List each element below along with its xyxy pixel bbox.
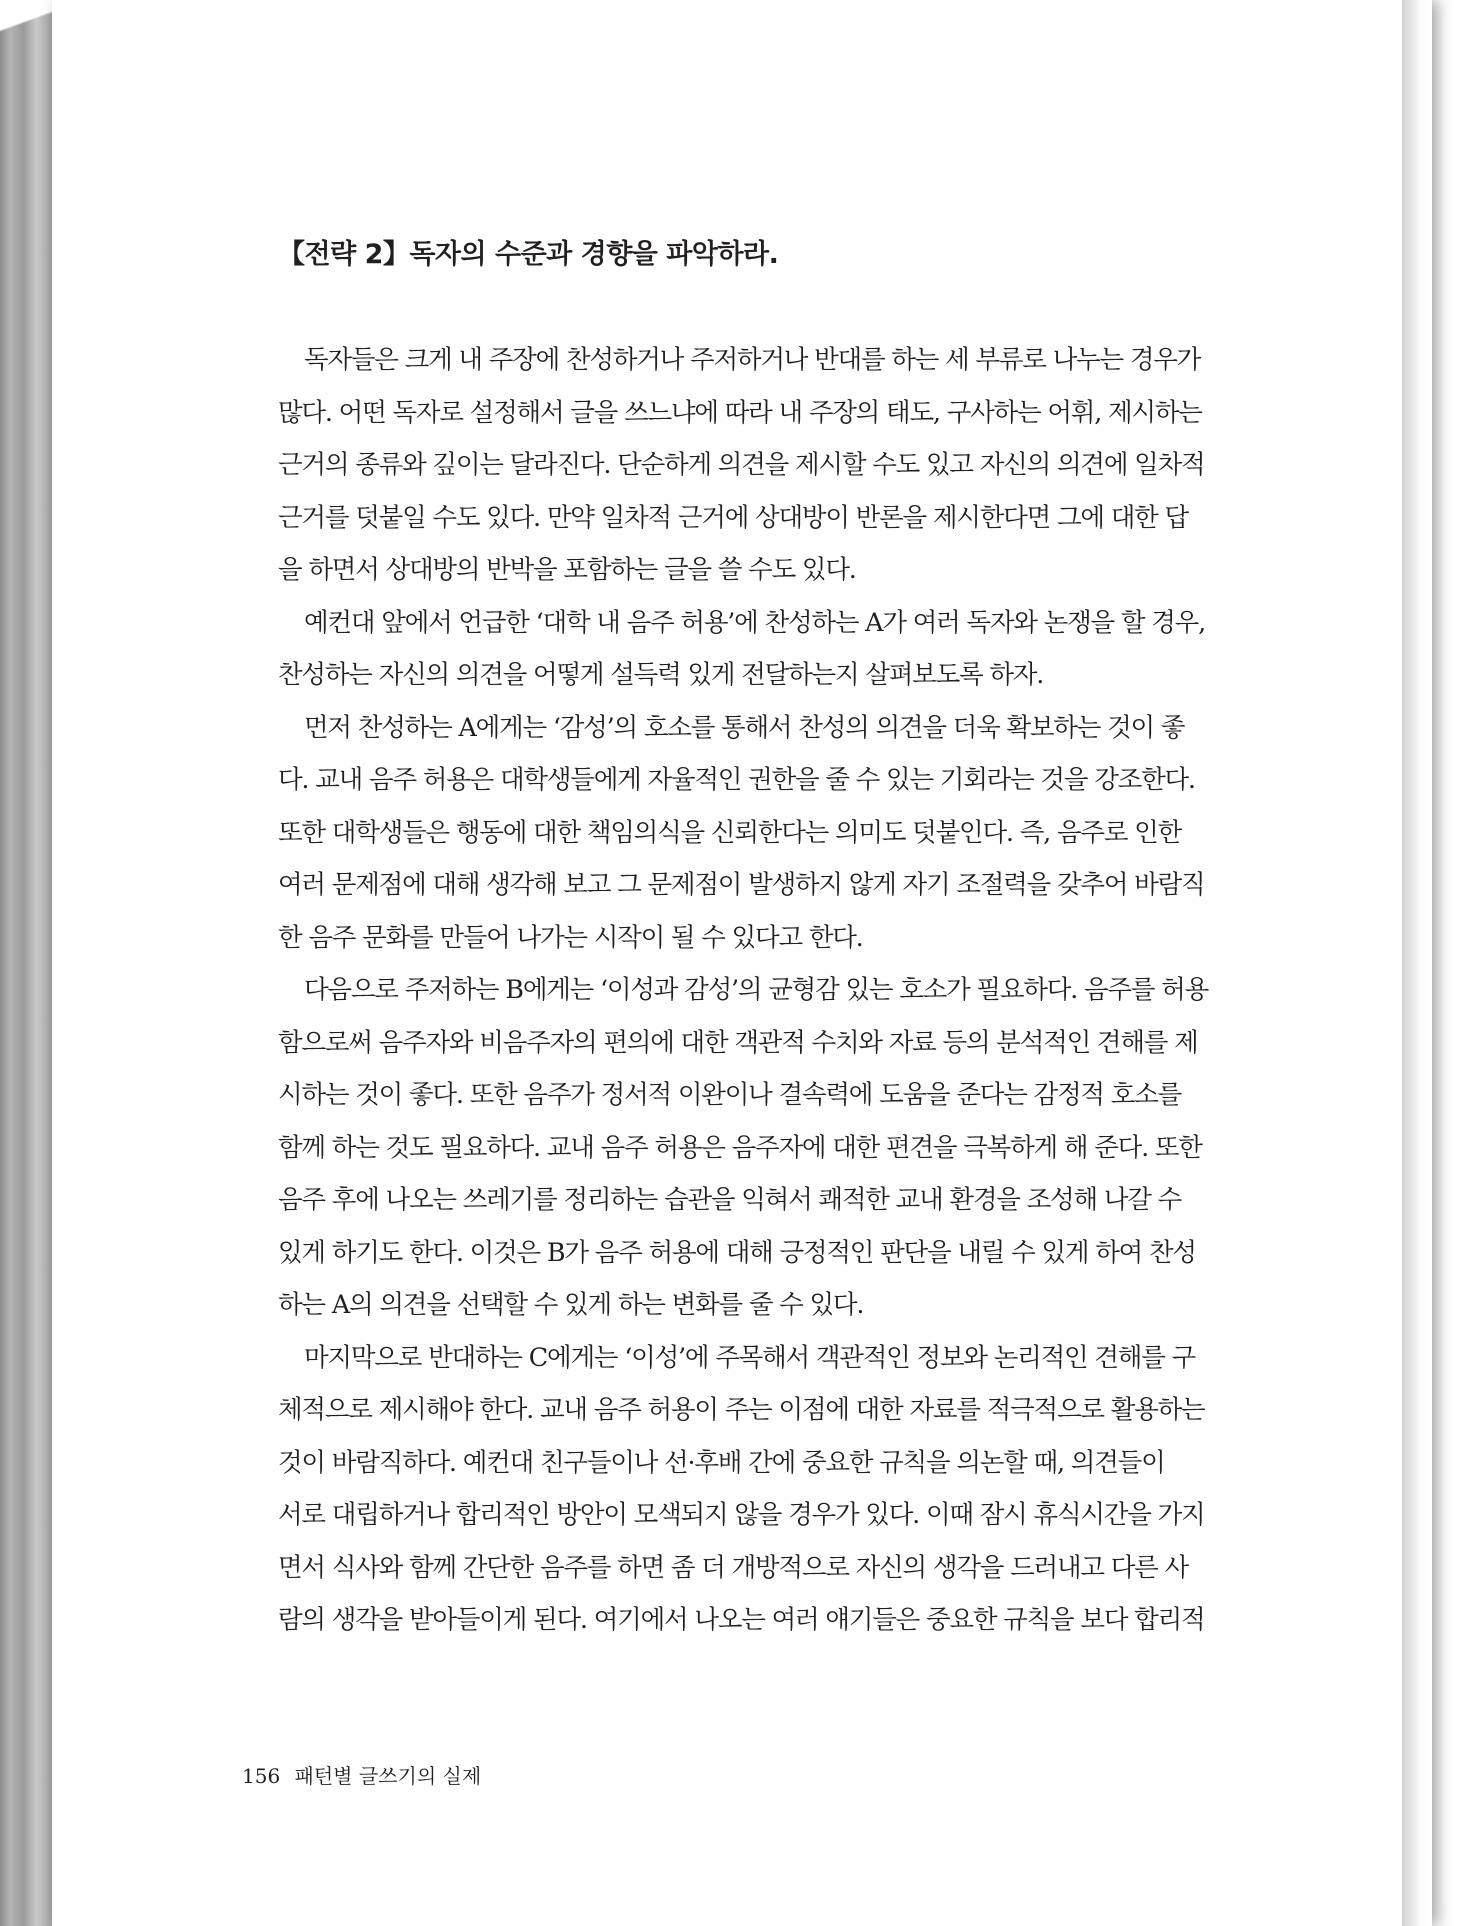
section-heading: 【전략 2】독자의 수준과 경향을 파악하라. bbox=[278, 239, 779, 270]
text-line: 함으로써 음주자와 비음주자의 편의에 대한 객관적 수치와 자료 등의 분석적인 견해를 제 bbox=[278, 1027, 1198, 1058]
text-line: 음주 후에 나오는 쓰레기를 정리하는 습관을 익혀서 쾌적한 교내 환경을 조성해 나갈 수 bbox=[278, 1185, 1182, 1215]
text-line: 근거의 종류와 깊이는 달라진다. 단순하게 의견을 제시할 수도 있고 자신의 의견에 일차적 bbox=[278, 450, 1205, 480]
text-line: 면서 식사와 함께 간단한 음주를 하면 좀 더 개방적으로 자신의 생각을 드러내고 다른 사 bbox=[278, 1552, 1188, 1583]
page-number: 156 bbox=[242, 1764, 281, 1788]
text-line: 시하는 것이 좋다. 또한 음주가 정서적 이완이나 결속력에 도움을 준다는 감정적 호소를 bbox=[278, 1080, 1182, 1110]
text-line: 먼저 찬성하는 A에게는 ‘감성’의 호소를 통해서 찬성의 의견을 더욱 확보하는 것이 좋 bbox=[304, 712, 1185, 743]
text-line: 람의 생각을 받아들이게 된다. 여기에서 나오는 여러 얘기들은 중요한 규칙을 보다 합리적 bbox=[278, 1605, 1205, 1635]
text-line: 또한 대학생들은 행동에 대한 책임의식을 신뢰한다는 의미도 덧붙인다. 즉, 음주로 인한 bbox=[278, 817, 1182, 848]
text-line: 서로 대립하거나 합리적인 방안이 모색되지 않을 경우가 있다. 이때 잠시 휴식시간을 가지 bbox=[278, 1500, 1205, 1530]
book-title: 패턴별 글쓰기의 실제 bbox=[294, 1764, 482, 1788]
text-line: 하는 A의 의견을 선택할 수 있게 하는 변화를 줄 수 있다. bbox=[278, 1290, 864, 1320]
text-line: 독자들은 크게 내 주장에 찬성하거나 주저하거나 반대를 하는 세 부류로 나누는 경우가 bbox=[304, 345, 1201, 375]
text-line: 체적으로 제시해야 한다. 교내 음주 허용이 주는 이점에 대한 자료를 적극적으로 활용하는 bbox=[278, 1395, 1205, 1425]
text-line: 예컨대 앞에서 언급한 ‘대학 내 음주 허용’에 찬성하는 A가 여러 독자와 논쟁을 할 경우, bbox=[304, 607, 1205, 638]
text-line: 있게 하기도 한다. 이것은 B가 음주 허용에 대해 긍정적인 판단을 내릴 수 있게 하여 찬성 bbox=[278, 1237, 1196, 1268]
text-line: 한 음주 문화를 만들어 나가는 시작이 될 수 있다고 한다. bbox=[278, 922, 863, 953]
body-text bbox=[278, 334, 1236, 1647]
text-line: 찬성하는 자신의 의견을 어떻게 설득력 있게 전달하는지 살펴보도록 하자. bbox=[278, 660, 1044, 690]
text-line: 여러 문제점에 대해 생각해 보고 그 문제점이 발생하지 않게 자기 조절력을 갖추어 바람직 bbox=[278, 870, 1205, 900]
text-line: 다음으로 주저하는 B에게는 ‘이성과 감성’의 균형감 있는 호소가 필요하다. 음주를 허용 bbox=[304, 975, 1209, 1005]
text-line: 마지막으로 반대하는 C에게는 ‘이성’에 주목해서 객관적인 정보와 논리적인 견해를 구 bbox=[304, 1342, 1195, 1373]
spine-corner bbox=[0, 0, 60, 40]
book-spine bbox=[0, 0, 52, 1926]
text-line: 함께 하는 것도 필요하다. 교내 음주 허용은 음주자에 대한 편견을 극복하게 해 준다. 또한 bbox=[278, 1132, 1202, 1163]
text-line: 근거를 덧붙일 수도 있다. 만약 일차적 근거에 상대방이 반론을 제시한다면 그에 대한 답 bbox=[278, 502, 1188, 533]
page-footer bbox=[242, 1760, 481, 1789]
text-line: 다. 교내 음주 허용은 대학생들에게 자율적인 권한을 줄 수 있는 기회라는 것을 강조한다. bbox=[278, 765, 1195, 795]
page-right-edge-shadow bbox=[1402, 0, 1432, 1926]
text-line: 것이 바람직하다. 예컨대 친구들이나 선·후배 간에 중요한 규칙을 의논할 때, 의견들이 bbox=[278, 1447, 1165, 1478]
text-line: 많다. 어떤 독자로 설정해서 글을 쓰느냐에 따라 내 주장의 태도, 구사하는 어휘, 제시하는 bbox=[278, 397, 1202, 428]
text-line: 을 하면서 상대방의 반박을 포함하는 글을 쓸 수도 있다. bbox=[278, 555, 856, 585]
